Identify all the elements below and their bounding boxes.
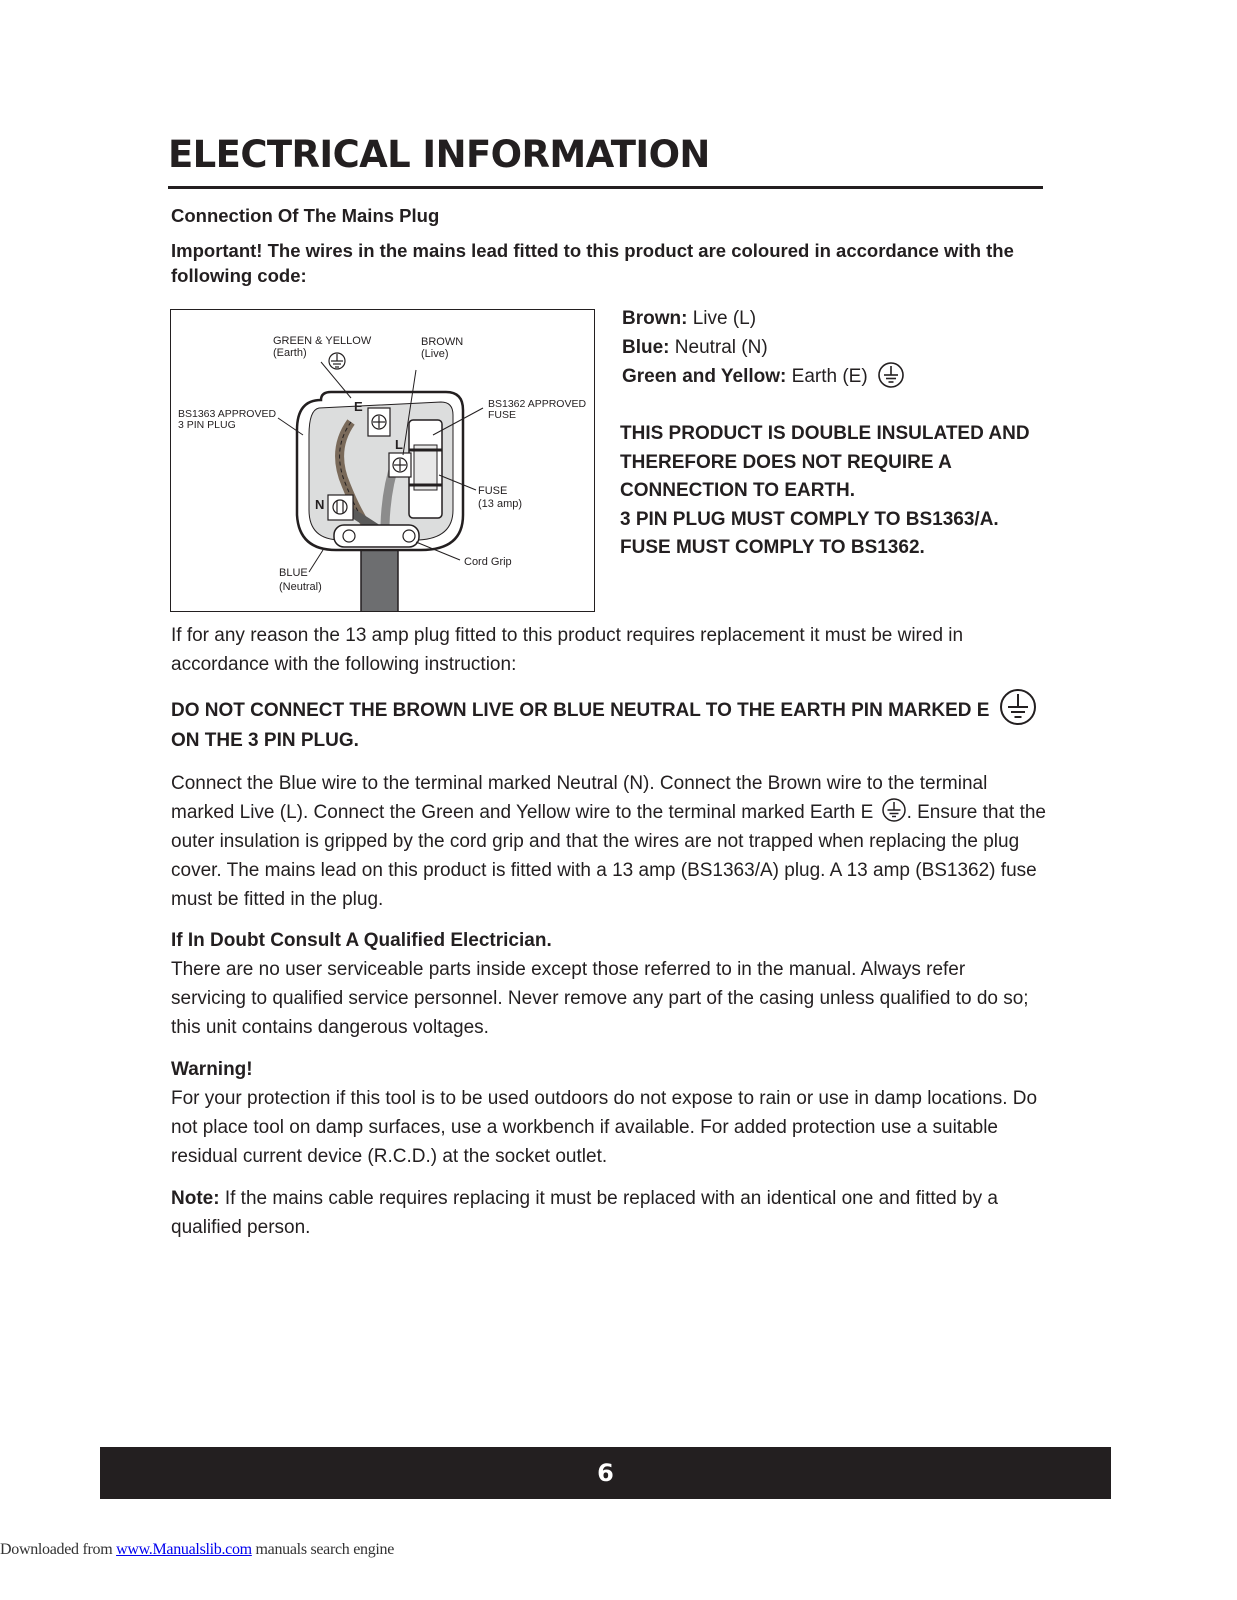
- label-brown: BROWN (Live): [421, 336, 464, 360]
- replacement-intro: If for any reason the 13 amp plug fitted to this product requires replacement it must be wired in accordance with the following instruction:: [171, 625, 964, 675]
- earth-warning-line2: ON THE 3 PIN PLUG.: [171, 730, 359, 751]
- terminal-e-label: E: [354, 399, 363, 414]
- page-title: ELECTRICAL INFORMATION: [168, 133, 710, 176]
- terminal-n-label: N: [315, 497, 325, 512]
- compliance-line: CONNECTION TO EARTH.: [620, 480, 856, 501]
- label-blue: BLUE (Neutral): [279, 567, 322, 593]
- download-footer: Downloaded from www.Manualslib.com manuals search engine: [0, 1541, 395, 1558]
- label-plug: BS1363 APPROVED 3 PIN PLUG: [178, 408, 277, 431]
- label-green-yellow: GREEN & YELLOW (Earth): [273, 335, 372, 359]
- wire-code-blue: Blue: Neutral (N): [622, 337, 768, 358]
- plug-drawing: [171, 310, 595, 612]
- page-number: 6: [597, 1459, 614, 1487]
- label-fuse: FUSE (13 amp): [478, 485, 523, 510]
- doubt-body: There are no user serviceable parts inside except those referred to in the manual. Always refer servicing to qualified service personnel. Never remove any part of the casing unless qualified to do so; this unit contains dangerous voltages.: [171, 959, 1029, 1038]
- earth-icon: [877, 361, 905, 389]
- wiring-instructions: Connect the Blue wire to the terminal marked Neutral (N). Connect the Brown wire to the terminal marked Live (L). Connect the Green and Yellow wire to the terminal marked Earth E . Ensure that the outer insulation is gripped by the cord grip and that the wires are not trapped when replacing the plug cover. The mains lead on this product is fitted with a 13 amp (BS1363/A) plug. A 13 amp (BS1362) fuse must be fitted in the plug.: [171, 773, 1046, 910]
- label-fuse-approved: BS1362 APPROVED FUSE: [488, 398, 587, 421]
- wire-code-brown: Brown: Live (L): [622, 308, 757, 329]
- terminal-l-label: L: [395, 437, 403, 452]
- label-cord-grip: Cord Grip: [464, 556, 512, 568]
- page-footer-bar: [100, 1447, 1111, 1499]
- manualslib-link[interactable]: www.Manualslib.com: [116, 1541, 252, 1558]
- title-rule: [168, 186, 1043, 189]
- earth-warning-line1: DO NOT CONNECT THE BROWN LIVE OR BLUE NEUTRAL TO THE EARTH PIN MARKED E: [171, 696, 1037, 726]
- compliance-line: THIS PRODUCT IS DOUBLE INSULATED AND: [620, 423, 1030, 444]
- doubt-heading: If In Doubt Consult A Qualified Electrician.: [171, 930, 552, 951]
- compliance-line: 3 PIN PLUG MUST COMPLY TO BS1363/A.: [620, 508, 999, 530]
- plug-diagram: [170, 309, 595, 612]
- note-paragraph: [171, 1184, 1051, 1242]
- note-label: Note:: [171, 1188, 220, 1209]
- earth-icon: [999, 688, 1037, 726]
- warning-body: For your protection if this tool is to be used outdoors do not expose to rain or use in damp locations. Do not place tool on damp surfaces, use a workbench if available. For added protection use a suitable residual current device (R.C.D.) at the socket outlet.: [171, 1088, 1038, 1167]
- important-text: Important! The wires in the mains lead fitted to this product are coloured in accordance with the following code:: [171, 240, 1014, 286]
- compliance-line: FUSE MUST COMPLY TO BS1362.: [620, 537, 925, 558]
- wire-code-green-yellow: Green and Yellow: Earth (E): [622, 362, 905, 391]
- warning-heading: Warning!: [171, 1059, 253, 1080]
- compliance-line: THEREFORE DOES NOT REQUIRE A: [620, 451, 952, 473]
- earth-icon: [881, 797, 907, 823]
- compliance-block: [620, 420, 1030, 563]
- note-body: If the mains cable requires replacing it must be replaced with an identical one and fitted by a qualified person.: [171, 1188, 998, 1238]
- section-heading: Connection Of The Mains Plug: [171, 205, 440, 226]
